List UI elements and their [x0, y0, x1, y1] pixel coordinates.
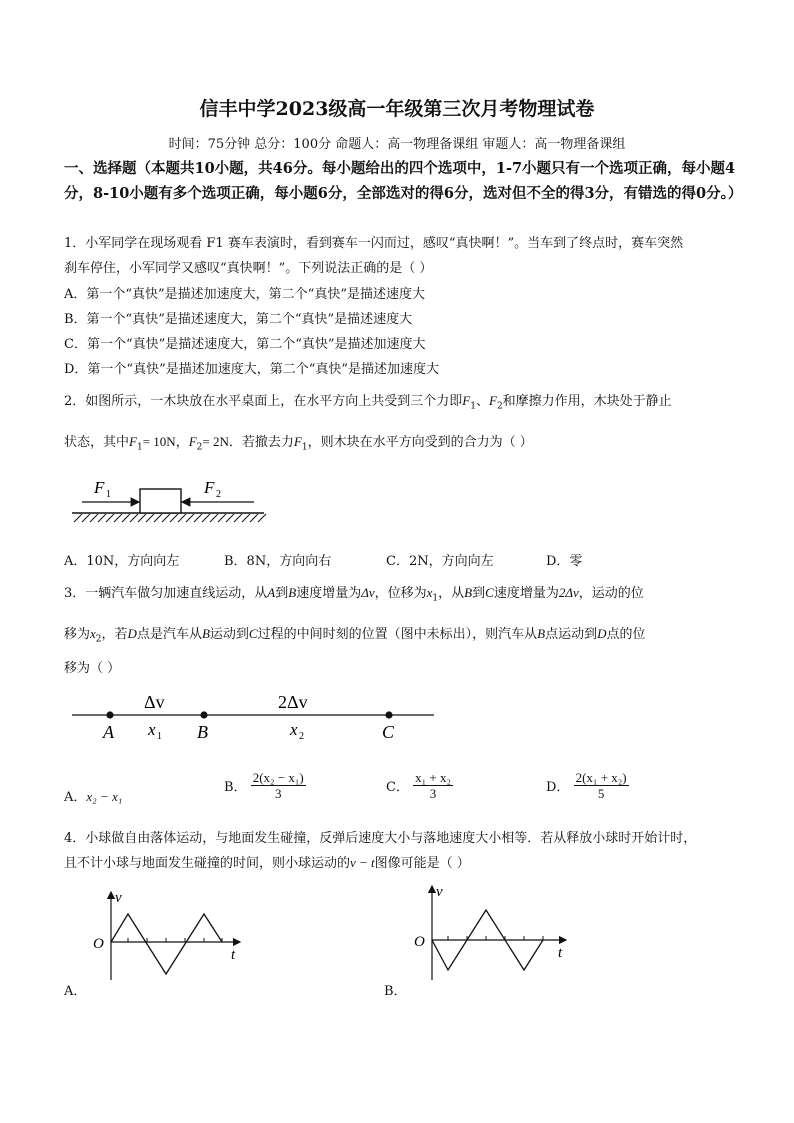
q2-stem-line1: 2．如图所示，一木块放在水平桌面上，在水平方向上共受到三个力即$F_1$、$F_2$和摩擦力作用，木块处于静止 [64, 393, 672, 412]
q2-stem-line2: 状态，其中$F_1= 10N$，$F_2= 2N$．若撤去力$F_1$，则木块在水平方向受到的合力为（ ） [64, 434, 533, 453]
velocity-curve [111, 914, 222, 974]
ground-hatch [74, 514, 266, 522]
page-title: 信丰中学2023级高一年级第三次月考物理试卷 [199, 98, 595, 120]
exam-meta: 时间：75分钟 总分：100分 命题人：高一物理备课组 审题人：高一物理备课组 [168, 137, 626, 152]
q1-stem-line1: 1．小军同学在现场观看 F1 赛车表演时，看到赛车一闪而过，感叹“真快啊！”。当车到了终点时，赛车突然 [64, 236, 684, 251]
v-axis-label: v [436, 884, 443, 900]
point-b-dot [200, 711, 207, 718]
q4-stem-line1: 4．小球做自由落体运动，与地面发生碰撞，反弹后速度大小与落地速度大小相等．若从释放小球时开始计时， [64, 831, 697, 846]
point-c-label: C [382, 722, 395, 742]
q4-option-a: A． [64, 984, 87, 999]
q1-option-a: A．第一个“真快”是描述加速度大，第二个“真快”是描述速度大 [64, 287, 425, 302]
section-1-heading: 一、选择题（本题共10小题，共46分。每小题给出的四个选项中，1-7小题只有一个选项正确，每小题4分，8-10小题有多个选项正确，每小题6分，全部选对的得6分，选对但不全的得3分，有错选的得0分。） [64, 160, 743, 202]
f1-label: F [94, 478, 105, 497]
q1-stem-line2: 刹车停住，小军同学又感叹“真快啊！”。下列说法正确的是（ ） [64, 261, 433, 276]
t-axis-label: t [558, 945, 563, 961]
origin-label: O [414, 934, 425, 950]
q3-stem-line3: 移为（ ） [64, 661, 121, 676]
dv-label: Δv [144, 692, 165, 712]
dv2-label: 2Δv [278, 692, 308, 712]
q1-option-b: B．第一个“真快”是描述速度大，第二个“真快”是描述速度大 [64, 312, 413, 327]
q3-stem-line2: 移为$x_2$，若D点是汽车从B运动到C过程的中间时刻的位置（图中未标出），则汽车从B点运动到D点的位 [64, 626, 646, 645]
f2-label: F [204, 478, 215, 497]
q2-force-diagram [64, 472, 274, 532]
x1-subscript: 1 [157, 731, 162, 742]
x2-subscript: 2 [299, 731, 304, 742]
q3-stem-line1: 3．一辆汽车做匀加速直线运动，从A到B速度增量为Δv，位移为$x_1$，从B到C速度增量为2Δv，运动的位 [64, 585, 644, 604]
wooden-block [140, 489, 181, 513]
point-b-label: B [197, 722, 208, 742]
q4-stem-line2: 且不计小球与地面发生碰撞的时间，则小球运动的v − t图像可能是（ ） [64, 855, 470, 871]
q2-option-a: A．10N，方向向左 [64, 554, 180, 569]
q2-option-b: B．8N，方向向右 [224, 554, 332, 569]
point-a-label: A [103, 722, 114, 742]
q2-option-c: C．2N，方向向左 [386, 554, 494, 569]
q3-option-c: C． $\frac{\text{x₁ + x₂}}{3}$ [386, 770, 451, 801]
q4-option-b: B． [384, 984, 407, 999]
q3-option-a: A．x₂ − x₁ [64, 789, 123, 805]
v-axis-label: v [115, 890, 122, 906]
q3-option-b: B． $\frac{\text{2(x₂ − x₁)}}{3}$ [224, 770, 304, 801]
point-a-dot [106, 711, 113, 718]
q1-option-c: C．第一个“真快”是描述速度大，第二个“真快”是描述加速度大 [64, 337, 426, 352]
q4-graph-b [406, 880, 576, 984]
x2-label: x [290, 720, 298, 739]
t-axis-label: t [231, 947, 236, 963]
f1-subscript: 1 [106, 489, 111, 500]
q4-graph-a [88, 884, 248, 984]
q3-motion-diagram [64, 684, 444, 750]
f2-subscript: 2 [216, 489, 221, 500]
q1-option-d: D．第一个“真快”是描述加速度大，第二个“真快”是描述加速度大 [64, 362, 440, 377]
origin-label: O [93, 936, 104, 952]
q3-option-d: D． $\frac{\text{2(x₁ + x₂)}}{5}$ [546, 770, 627, 801]
point-c-dot [385, 711, 392, 718]
x1-label: x [148, 720, 156, 739]
q2-option-d: D．零 [546, 554, 583, 569]
